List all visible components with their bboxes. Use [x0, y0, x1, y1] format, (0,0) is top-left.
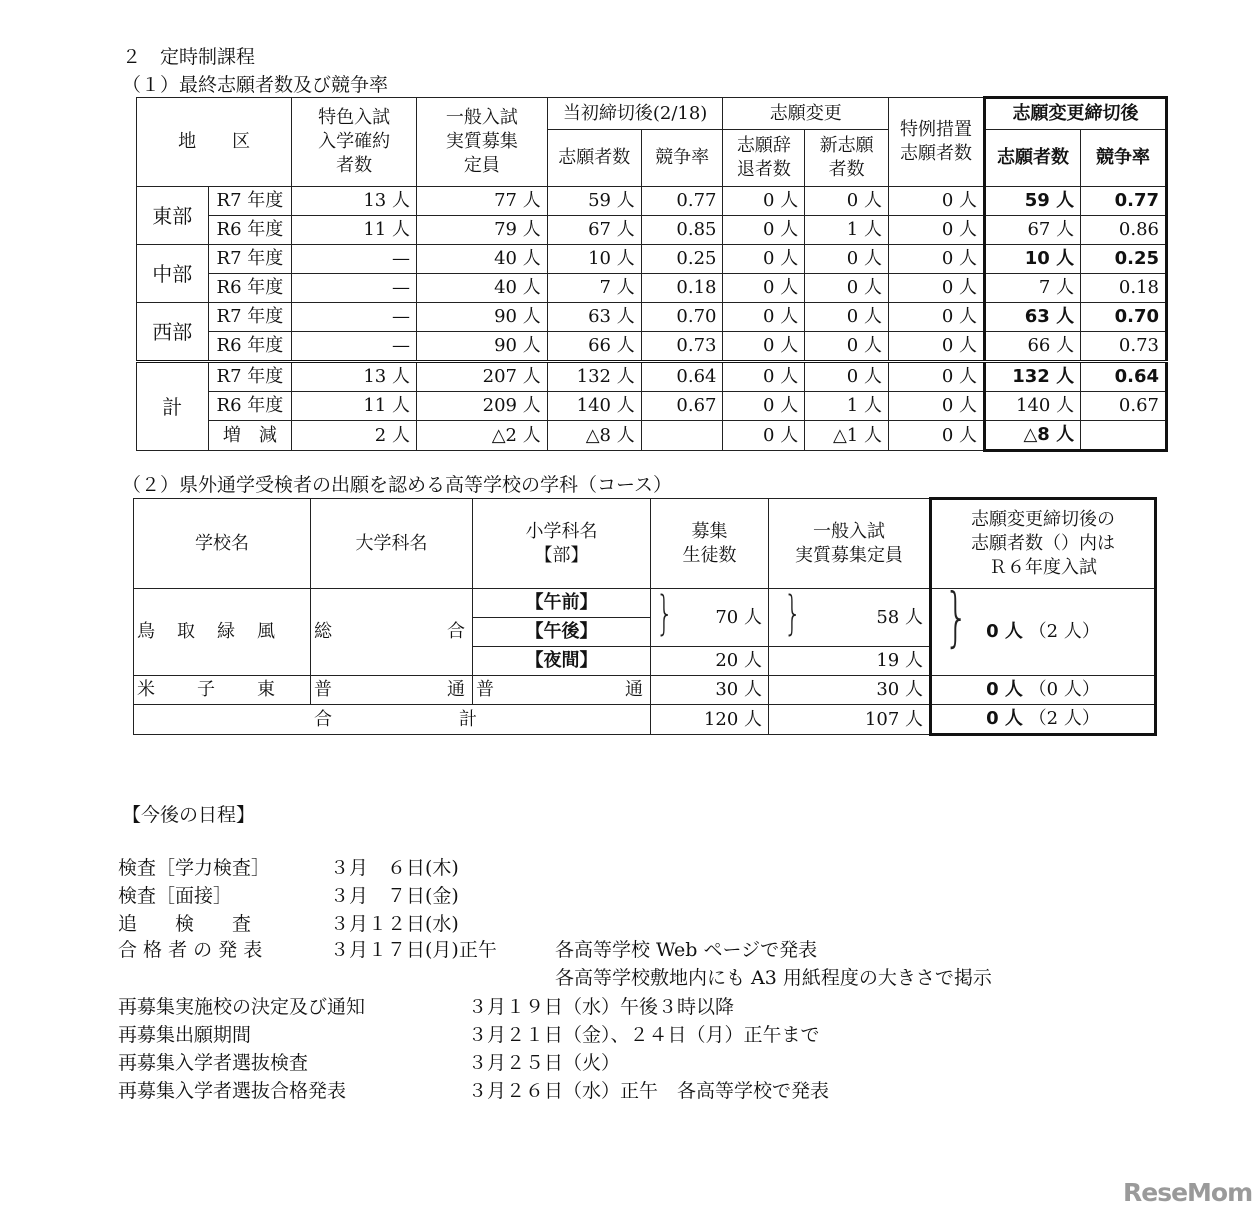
table-row	[137, 362, 1167, 392]
yonago-school: 米 子 東	[134, 676, 311, 705]
total-label: 合 計	[134, 705, 651, 735]
newapp-cell: △1 人	[805, 421, 889, 451]
yonago-dept: 普 通	[311, 676, 473, 705]
newapp-cell: 0 人	[805, 332, 889, 362]
final-ratio-cell: 0.73	[1081, 332, 1167, 362]
ippan-cell: 90 人	[416, 303, 547, 332]
total-quota: 120 人	[651, 705, 769, 735]
tokushoku-cell: —	[292, 303, 417, 332]
year-cell: R6 年度	[208, 392, 292, 421]
special-cell: 0 人	[888, 421, 984, 451]
schedule-label: 追 検 査	[118, 913, 252, 935]
schedule-date: ３月 ６日(木)	[330, 857, 459, 879]
ratio-cell: 0.85	[641, 216, 723, 245]
ratio-header: 競争率	[641, 130, 723, 187]
region-cell: 東部	[137, 187, 209, 245]
region-cell: 計	[137, 362, 209, 451]
ratio-cell	[641, 421, 723, 451]
schedule-date: ３月１９日（水）午後３時以降	[468, 996, 735, 1018]
section-title: ２ 定時制課程	[122, 46, 256, 68]
tottori-school: 鳥 取 緑 風	[134, 589, 311, 676]
year-cell: R6 年度	[208, 216, 292, 245]
yonago-final: 0 人 （0 人）	[931, 676, 1156, 705]
tokushoku-cell: —	[292, 274, 417, 303]
quota-header: 募集 生徒数	[651, 499, 769, 589]
newapp-cell: 0 人	[805, 187, 889, 216]
ippan-cell: 207 人	[416, 362, 547, 392]
newapp-cell: 0 人	[805, 274, 889, 303]
tokushoku-cell: —	[292, 245, 417, 274]
tottori-general-main: 58 人	[769, 589, 931, 647]
year-cell: R6 年度	[208, 274, 292, 303]
ratio-cell: 0.64	[641, 362, 723, 392]
dept-header: 大学科名	[311, 499, 473, 589]
tottori-dept: 総 合	[311, 589, 473, 676]
table-row	[137, 245, 1167, 274]
table-row	[137, 187, 1167, 216]
final-applicants-cell: 132 人	[985, 362, 1081, 392]
change-group-header: 志願変更	[723, 98, 889, 130]
year-cell: 増 減	[208, 421, 292, 451]
schedule-title: 【今後の日程】	[122, 804, 256, 826]
ippan-cell: 90 人	[416, 332, 547, 362]
yonago-subdept: 普 通	[473, 676, 651, 705]
final-applicants-cell: 59 人	[985, 187, 1081, 216]
final-applicants-cell: 7 人	[985, 274, 1081, 303]
newapp-cell: 1 人	[805, 392, 889, 421]
ippan-header: 一般入試 実質募集 定員	[416, 98, 547, 187]
special-cell: 0 人	[888, 245, 984, 274]
final-ratio-cell: 0.25	[1081, 245, 1167, 274]
applicants-cell: 140 人	[547, 392, 641, 421]
table-row	[137, 216, 1167, 245]
ippan-cell: △2 人	[416, 421, 547, 451]
final-applicants-cell: 10 人	[985, 245, 1081, 274]
applicants-ratio-table	[136, 96, 1168, 452]
yonago-quota: 30 人	[651, 676, 769, 705]
schedule-note-2: 各高等学校敷地内にも A3 用紙程度の大きさで掲示	[555, 967, 992, 989]
tottori-quota-main: 70 人	[651, 589, 769, 647]
final-ratio-header: 競争率	[1081, 130, 1167, 187]
sub-afternoon: 【午後】	[473, 618, 651, 647]
final-ratio-cell: 0.86	[1081, 216, 1167, 245]
ratio-cell: 0.70	[641, 303, 723, 332]
ippan-cell: 79 人	[416, 216, 547, 245]
yonago-general: 30 人	[769, 676, 931, 705]
tokushoku-cell: 13 人	[292, 362, 417, 392]
final-applicants-cell: 63 人	[985, 303, 1081, 332]
table-row	[137, 274, 1167, 303]
brace-final-icon: }	[944, 581, 969, 655]
withdraw-cell: 0 人	[723, 216, 805, 245]
tottori-general-night: 19 人	[769, 647, 931, 676]
final-ratio-cell	[1081, 421, 1167, 451]
school-header: 学校名	[134, 499, 311, 589]
applicants-cell: 59 人	[547, 187, 641, 216]
newapp-header: 新志願 者数	[805, 130, 889, 187]
sub-night: 【夜間】	[473, 647, 651, 676]
newapp-cell: 0 人	[805, 303, 889, 332]
final-group-header: 志願変更締切後	[985, 98, 1167, 130]
tottori-final: 0 人 （2 人）	[931, 589, 1156, 676]
resemom-logo: ReseMom	[1123, 1178, 1252, 1207]
brace-general-icon: }	[783, 586, 802, 640]
table-row	[137, 392, 1167, 421]
year-cell: R7 年度	[208, 303, 292, 332]
schedule-date: ３月２６日（水）正午 各高等学校で発表	[468, 1080, 830, 1102]
withdraw-cell: 0 人	[723, 245, 805, 274]
table-row	[137, 303, 1167, 332]
table-row	[137, 332, 1167, 362]
tokushoku-cell: —	[292, 332, 417, 362]
schedule-label: 検査［面接］	[118, 885, 233, 907]
tokushoku-header: 特色入試 入学確約 者数	[292, 98, 417, 187]
schedule-label: 合 格 者 の 発 表	[118, 939, 263, 961]
district-header: 地 区	[137, 98, 292, 187]
out-of-prefecture-table	[133, 497, 1157, 736]
final-applicants-header: 志願者数	[985, 130, 1081, 187]
final-ratio-cell: 0.64	[1081, 362, 1167, 392]
schedule-date: ３月２５日（火）	[468, 1052, 621, 1074]
newapp-cell: 0 人	[805, 245, 889, 274]
special-header: 特例措置 志願者数	[888, 98, 984, 187]
final-ratio-cell: 0.77	[1081, 187, 1167, 216]
brace-quota-icon: }	[655, 586, 674, 640]
final-ratio-cell: 0.67	[1081, 392, 1167, 421]
newapp-cell: 1 人	[805, 216, 889, 245]
schedule-label: 再募集出願期間	[118, 1024, 252, 1046]
schedule-date: ３月２１日（金）、２４日（月）正午まで	[468, 1024, 820, 1046]
ippan-cell: 40 人	[416, 245, 547, 274]
subsection-1-title: （１）最終志願者数及び競争率	[122, 74, 389, 96]
special-cell: 0 人	[888, 303, 984, 332]
schedule-date: ３月１７日(月)正午	[330, 939, 497, 961]
tokushoku-cell: 11 人	[292, 392, 417, 421]
total-general: 107 人	[769, 705, 931, 735]
applicants-cell: 63 人	[547, 303, 641, 332]
applicants-cell: △8 人	[547, 421, 641, 451]
initial-group-header: 当初締切後(2/18)	[547, 98, 723, 130]
withdraw-cell: 0 人	[723, 274, 805, 303]
special-cell: 0 人	[888, 362, 984, 392]
applicants-cell: 132 人	[547, 362, 641, 392]
withdraw-cell: 0 人	[723, 303, 805, 332]
subsection-2-title: （２）県外通学受検者の出願を認める高等学校の学科（コース）	[122, 474, 673, 496]
final-applicants-cell: 66 人	[985, 332, 1081, 362]
final-applicants-cell: 140 人	[985, 392, 1081, 421]
schedule-label: 再募集入学者選抜検査	[118, 1052, 309, 1074]
ippan-cell: 209 人	[416, 392, 547, 421]
special-cell: 0 人	[888, 274, 984, 303]
final-ratio-cell: 0.70	[1081, 303, 1167, 332]
applicants-cell: 7 人	[547, 274, 641, 303]
year-cell: R7 年度	[208, 245, 292, 274]
withdraw-cell: 0 人	[723, 392, 805, 421]
applicants-cell: 10 人	[547, 245, 641, 274]
applicants-header: 志願者数	[547, 130, 641, 187]
schedule-date: ３月１２日(水)	[330, 913, 459, 935]
tottori-quota-night: 20 人	[651, 647, 769, 676]
withdraw-cell: 0 人	[723, 421, 805, 451]
newapp-cell: 0 人	[805, 362, 889, 392]
total-final: 0 人 （2 人）	[931, 705, 1156, 735]
sub-morning: 【午前】	[473, 589, 651, 618]
schedule-label: 検査［学力検査］	[118, 857, 271, 879]
year-cell: R6 年度	[208, 332, 292, 362]
year-cell: R7 年度	[208, 362, 292, 392]
schedule-note: 各高等学校 Web ページで発表	[555, 939, 818, 961]
table-row	[137, 421, 1167, 451]
tokushoku-cell: 2 人	[292, 421, 417, 451]
region-cell: 西部	[137, 303, 209, 362]
schedule-label: 再募集入学者選抜合格発表	[118, 1080, 347, 1102]
subdept-header: 小学科名 【部】	[473, 499, 651, 589]
withdraw-cell: 0 人	[723, 187, 805, 216]
final-applicants-cell: 67 人	[985, 216, 1081, 245]
region-cell: 中部	[137, 245, 209, 303]
withdraw-cell: 0 人	[723, 362, 805, 392]
withdraw-cell: 0 人	[723, 332, 805, 362]
withdraw-header: 志願辞 退者数	[723, 130, 805, 187]
special-cell: 0 人	[888, 216, 984, 245]
ippan-cell: 77 人	[416, 187, 547, 216]
applicants-cell: 66 人	[547, 332, 641, 362]
year-cell: R7 年度	[208, 187, 292, 216]
ratio-cell: 0.25	[641, 245, 723, 274]
final-header: 志願変更締切後の 志願者数（）内は Ｒ６年度入試	[931, 499, 1156, 589]
ippan-cell: 40 人	[416, 274, 547, 303]
final-applicants-cell: △8 人	[985, 421, 1081, 451]
ratio-cell: 0.67	[641, 392, 723, 421]
ratio-cell: 0.18	[641, 274, 723, 303]
schedule-date: ３月 ７日(金)	[330, 885, 459, 907]
tokushoku-cell: 11 人	[292, 216, 417, 245]
tokushoku-cell: 13 人	[292, 187, 417, 216]
applicants-cell: 67 人	[547, 216, 641, 245]
final-ratio-cell: 0.18	[1081, 274, 1167, 303]
special-cell: 0 人	[888, 392, 984, 421]
ratio-cell: 0.77	[641, 187, 723, 216]
schedule-label: 再募集実施校の決定及び通知	[118, 996, 366, 1018]
general-header: 一般入試 実質募集定員	[769, 499, 931, 589]
special-cell: 0 人	[888, 187, 984, 216]
special-cell: 0 人	[888, 332, 984, 362]
ratio-cell: 0.73	[641, 332, 723, 362]
